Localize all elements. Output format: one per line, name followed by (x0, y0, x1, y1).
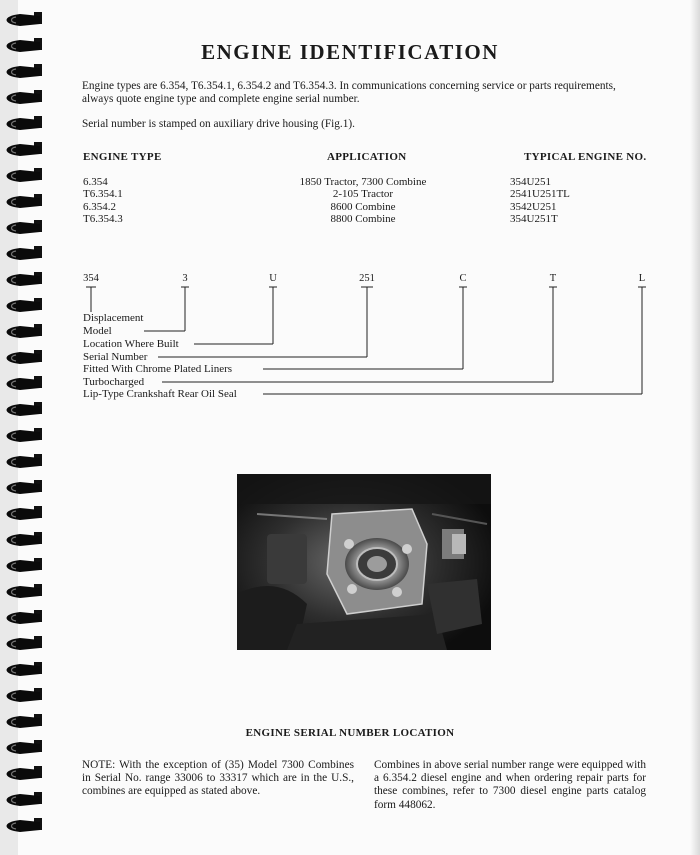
code-part-chrome: C (459, 273, 467, 284)
engine-type-cell: T6.354.3 (83, 213, 123, 225)
legend-chrome-liners: Fitted With Chrome Plated Liners (83, 363, 233, 375)
engine-type-cell: 6.354.2 (83, 201, 116, 213)
application-header: APPLICATION (327, 151, 407, 163)
code-part-model: 3 (182, 273, 188, 284)
engine-type-cell: T6.354.1 (83, 188, 123, 200)
application-cell: 1850 Tractor, 7300 Combine (299, 176, 427, 188)
engine-no-cell: 354U251T (510, 213, 558, 225)
legend-turbocharged: Turbocharged (83, 376, 145, 388)
page-title: ENGINE IDENTIFICATION (201, 40, 499, 64)
code-part-displacement: 354 (83, 273, 99, 284)
application-cell: 8600 Combine (330, 201, 396, 213)
code-part-seal: L (638, 273, 646, 284)
legend-location: Location Where Built (83, 338, 179, 350)
serial-location-note: Serial number is stamped on auxiliary drive housing (Fig.1). (82, 118, 355, 130)
legend-serial-number: Serial Number (83, 351, 148, 363)
engine-photo-icon (237, 474, 491, 650)
engine-no-cell: 3542U251 (510, 201, 557, 213)
engine-no-cell: 354U251 (510, 176, 551, 188)
code-part-location: U (269, 273, 277, 284)
application-cell: 8800 Combine (330, 213, 396, 225)
code-part-turbo: T (549, 273, 557, 284)
code-part-serial: 251 (359, 273, 375, 284)
intro-paragraph: Engine types are 6.354, T6.354.1, 6.354.2 and T6.354.3. In communications concerning service or parts requirements, always quote engine type and complete engine serial number. (82, 80, 616, 105)
engine-type-header: ENGINE TYPE (83, 151, 162, 163)
application-cell: 2-105 Tractor (332, 188, 394, 200)
legend-displacement: Displacement (83, 312, 144, 324)
engine-no-header: TYPICAL ENGINE NO. (524, 151, 647, 163)
note-left-column: NOTE: With the exception of (35) Model 7300 Combines in Serial No. range 33006 to 33317 which are in the U.S., combines are equipped as stated above. (82, 759, 354, 798)
engine-type-cell: 6.354 (83, 176, 108, 188)
engine-no-cell: 2541U251TL (510, 188, 570, 200)
legend-lip-seal: Lip-Type Crankshaft Rear Oil Seal (83, 388, 237, 400)
legend-model: Model (83, 325, 112, 337)
note-right-column: Combines in above serial number range were equipped with a 6.354.2 diesel engine and when ordering repair parts for these combines, refer to 7300 diesel engine parts catalog form 448062. (374, 759, 646, 811)
photo-caption: ENGINE SERIAL NUMBER LOCATION (245, 727, 455, 739)
